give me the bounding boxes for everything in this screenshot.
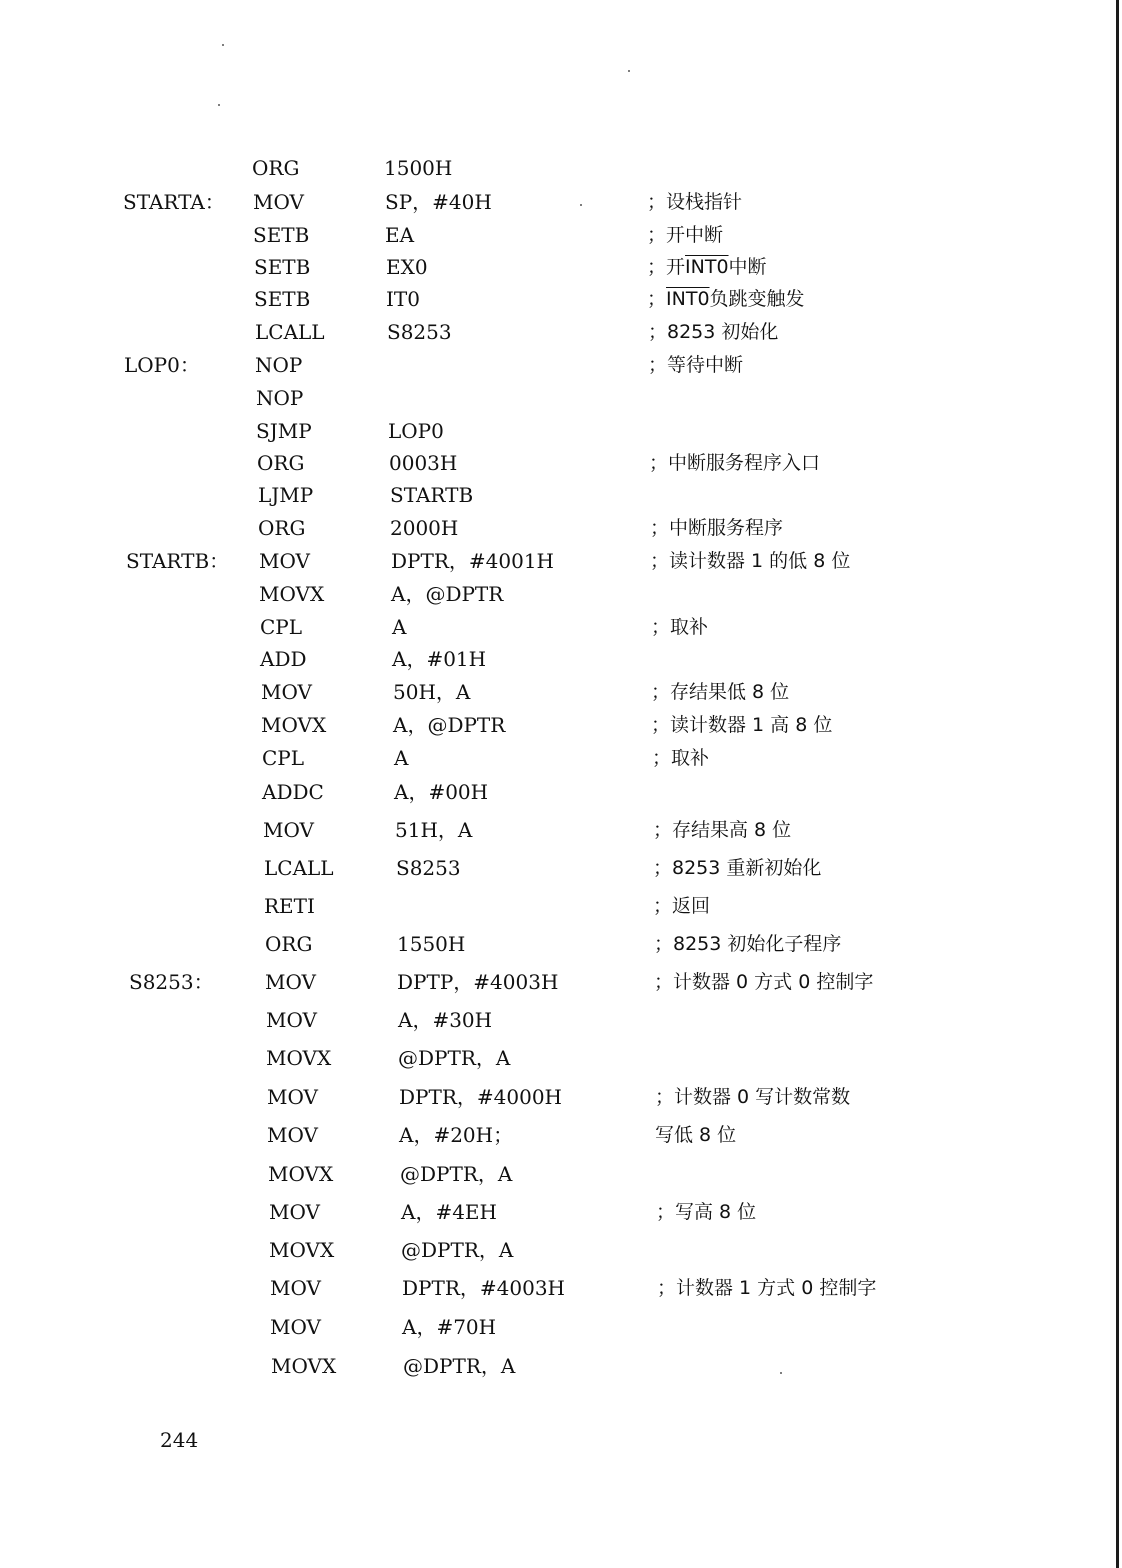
code-operand: STARTB	[390, 483, 474, 507]
code-line	[0, 676, 1122, 708]
code-comment: ；写高 8 位	[656, 1201, 757, 1223]
code-opcode: CPL	[262, 746, 305, 770]
code-line	[0, 852, 1122, 884]
code-comment	[647, 251, 767, 283]
code-comment: ；中断服务程序入口	[649, 452, 821, 474]
code-operand: A，@DPTR	[393, 713, 506, 737]
code-operand: 1500H	[384, 156, 453, 180]
comment-text: 中断	[728, 256, 767, 278]
code-line	[0, 742, 1122, 774]
code-comment: ；返回	[653, 895, 711, 917]
code-operand: 50H，A	[393, 680, 471, 704]
code-opcode: MOV	[270, 1315, 321, 1339]
code-comment: ；存结果低 8 位	[651, 681, 790, 703]
code-line	[0, 186, 1122, 218]
code-line	[0, 966, 1122, 998]
code-operand: @DPTR，A	[398, 1046, 511, 1070]
code-line	[0, 1081, 1122, 1113]
code-line	[0, 349, 1122, 381]
code-line	[0, 814, 1122, 846]
code-line	[0, 1004, 1122, 1036]
scan-speck	[628, 70, 630, 72]
code-line	[0, 545, 1122, 577]
code-line	[0, 1119, 1122, 1151]
code-line	[0, 152, 1122, 184]
code-line	[0, 382, 1122, 414]
code-comment: ；中断服务程序	[650, 517, 784, 539]
code-opcode: LCALL	[264, 856, 334, 880]
code-comment: ；取补	[652, 747, 710, 769]
code-opcode: RETI	[264, 894, 315, 918]
code-opcode: ORG	[257, 451, 305, 475]
code-opcode: MOV	[263, 818, 314, 842]
code-comment: ；计数器 0 方式 0 控制字	[654, 971, 874, 993]
code-opcode: MOV	[270, 1276, 321, 1300]
code-operand: A，#20H；	[399, 1123, 514, 1147]
code-line	[0, 1196, 1122, 1228]
code-line	[0, 928, 1122, 960]
code-operand: A，#70H	[402, 1315, 497, 1339]
code-operand: DPTR，#4000H	[399, 1085, 562, 1109]
code-operand: 0003H	[389, 451, 458, 475]
code-comment: ；开中断	[647, 224, 724, 246]
code-line	[0, 611, 1122, 643]
code-line	[0, 890, 1122, 922]
code-opcode: MOV	[266, 1008, 317, 1032]
code-comment	[647, 283, 805, 315]
code-comment: ；存结果高 8 位	[653, 819, 792, 841]
code-comment: ；8253 初始化	[648, 321, 779, 343]
scan-speck	[222, 44, 224, 46]
code-opcode: MOVX	[268, 1162, 334, 1186]
code-opcode: MOVX	[266, 1046, 332, 1070]
code-opcode: SJMP	[256, 419, 312, 443]
page-number: 244	[160, 1428, 199, 1452]
code-opcode: NOP	[256, 386, 304, 410]
code-operand: A	[394, 746, 409, 770]
code-line	[0, 415, 1122, 447]
code-line	[0, 1350, 1122, 1382]
code-operand: DPTP，#4003H	[397, 970, 559, 994]
code-opcode: MOV	[267, 1123, 318, 1147]
code-line	[0, 1042, 1122, 1074]
code-opcode: SETB	[253, 223, 310, 247]
code-operand: 2000H	[390, 516, 459, 540]
code-opcode: MOVX	[261, 713, 327, 737]
code-operand: @DPTR，A	[400, 1162, 513, 1186]
code-opcode: MOVX	[259, 582, 325, 606]
scan-speck	[218, 104, 220, 106]
code-opcode: MOVX	[269, 1238, 335, 1262]
code-comment: ；计数器 0 写计数常数	[655, 1086, 851, 1108]
code-operand: 1550H	[397, 932, 466, 956]
code-operand: S8253	[387, 320, 452, 344]
code-operand: S8253	[396, 856, 461, 880]
code-line	[0, 1272, 1122, 1304]
code-operand: EA	[385, 223, 415, 247]
code-operand: EX0	[386, 255, 428, 279]
code-line	[0, 578, 1122, 610]
code-line	[0, 1234, 1122, 1266]
code-operand: A，#4EH	[401, 1200, 497, 1224]
code-operand: DPTR，#4001H	[391, 549, 554, 573]
code-comment: ；等待中断	[648, 354, 744, 376]
comment-overlined-signal: INT0	[666, 288, 710, 310]
code-operand: 51H，A	[395, 818, 473, 842]
code-comment: ；设栈指针	[647, 191, 743, 213]
code-operand: A	[392, 615, 407, 639]
code-label: STARTA：	[123, 190, 225, 214]
code-opcode: NOP	[255, 353, 303, 377]
code-line	[0, 219, 1122, 251]
code-opcode: MOV	[253, 190, 304, 214]
code-comment: ；8253 初始化子程序	[654, 933, 842, 955]
code-operand: DPTR，#4003H	[402, 1276, 565, 1300]
code-operand: IT0	[386, 287, 420, 311]
code-opcode: MOV	[261, 680, 312, 704]
code-opcode: ORG	[265, 932, 313, 956]
code-operand: A，#00H	[394, 780, 489, 804]
code-opcode: ORG	[258, 516, 306, 540]
comment-overlined-signal: INT0	[685, 256, 729, 278]
code-comment: ；取补	[651, 616, 709, 638]
code-comment: ；8253 重新初始化	[653, 857, 822, 879]
code-label: S8253：	[129, 970, 214, 994]
code-opcode: LCALL	[255, 320, 325, 344]
code-line	[0, 512, 1122, 544]
code-comment: ；读计数器 1 高 8 位	[651, 714, 833, 736]
code-line	[0, 316, 1122, 348]
code-operand: A，#30H	[398, 1008, 493, 1032]
code-line	[0, 1311, 1122, 1343]
code-opcode: CPL	[260, 615, 303, 639]
code-opcode: SETB	[254, 255, 311, 279]
code-operand: SP，#40H	[385, 190, 492, 214]
code-opcode: MOV	[259, 549, 310, 573]
code-line	[0, 251, 1122, 283]
code-line	[0, 643, 1122, 675]
code-comment: 写低 8 位	[655, 1124, 737, 1146]
code-label: STARTB：	[126, 549, 230, 573]
code-operand: @DPTR，A	[401, 1238, 514, 1262]
code-comment: ；读计数器 1 的低 8 位	[650, 550, 851, 572]
code-opcode: MOV	[269, 1200, 320, 1224]
code-opcode: ADD	[260, 647, 307, 671]
comment-text: ；开	[647, 256, 686, 278]
code-line	[0, 1158, 1122, 1190]
comment-text: ；	[647, 288, 667, 310]
code-line	[0, 447, 1122, 479]
code-line	[0, 776, 1122, 808]
code-operand: @DPTR，A	[403, 1354, 516, 1378]
code-line	[0, 283, 1122, 315]
code-comment: ；计数器 1 方式 0 控制字	[657, 1277, 877, 1299]
code-line	[0, 709, 1122, 741]
code-opcode: MOV	[265, 970, 316, 994]
code-operand: A，#01H	[392, 647, 487, 671]
code-opcode: LJMP	[258, 483, 314, 507]
comment-text: 负跳变触发	[709, 288, 805, 310]
code-opcode: ORG	[252, 156, 300, 180]
code-opcode: MOVX	[271, 1354, 337, 1378]
code-operand: A，@DPTR	[391, 582, 504, 606]
code-label: LOP0：	[124, 353, 200, 377]
code-opcode: MOV	[267, 1085, 318, 1109]
code-opcode: SETB	[254, 287, 311, 311]
code-opcode: ADDC	[262, 780, 324, 804]
code-operand: LOP0	[388, 419, 444, 443]
code-line	[0, 479, 1122, 511]
